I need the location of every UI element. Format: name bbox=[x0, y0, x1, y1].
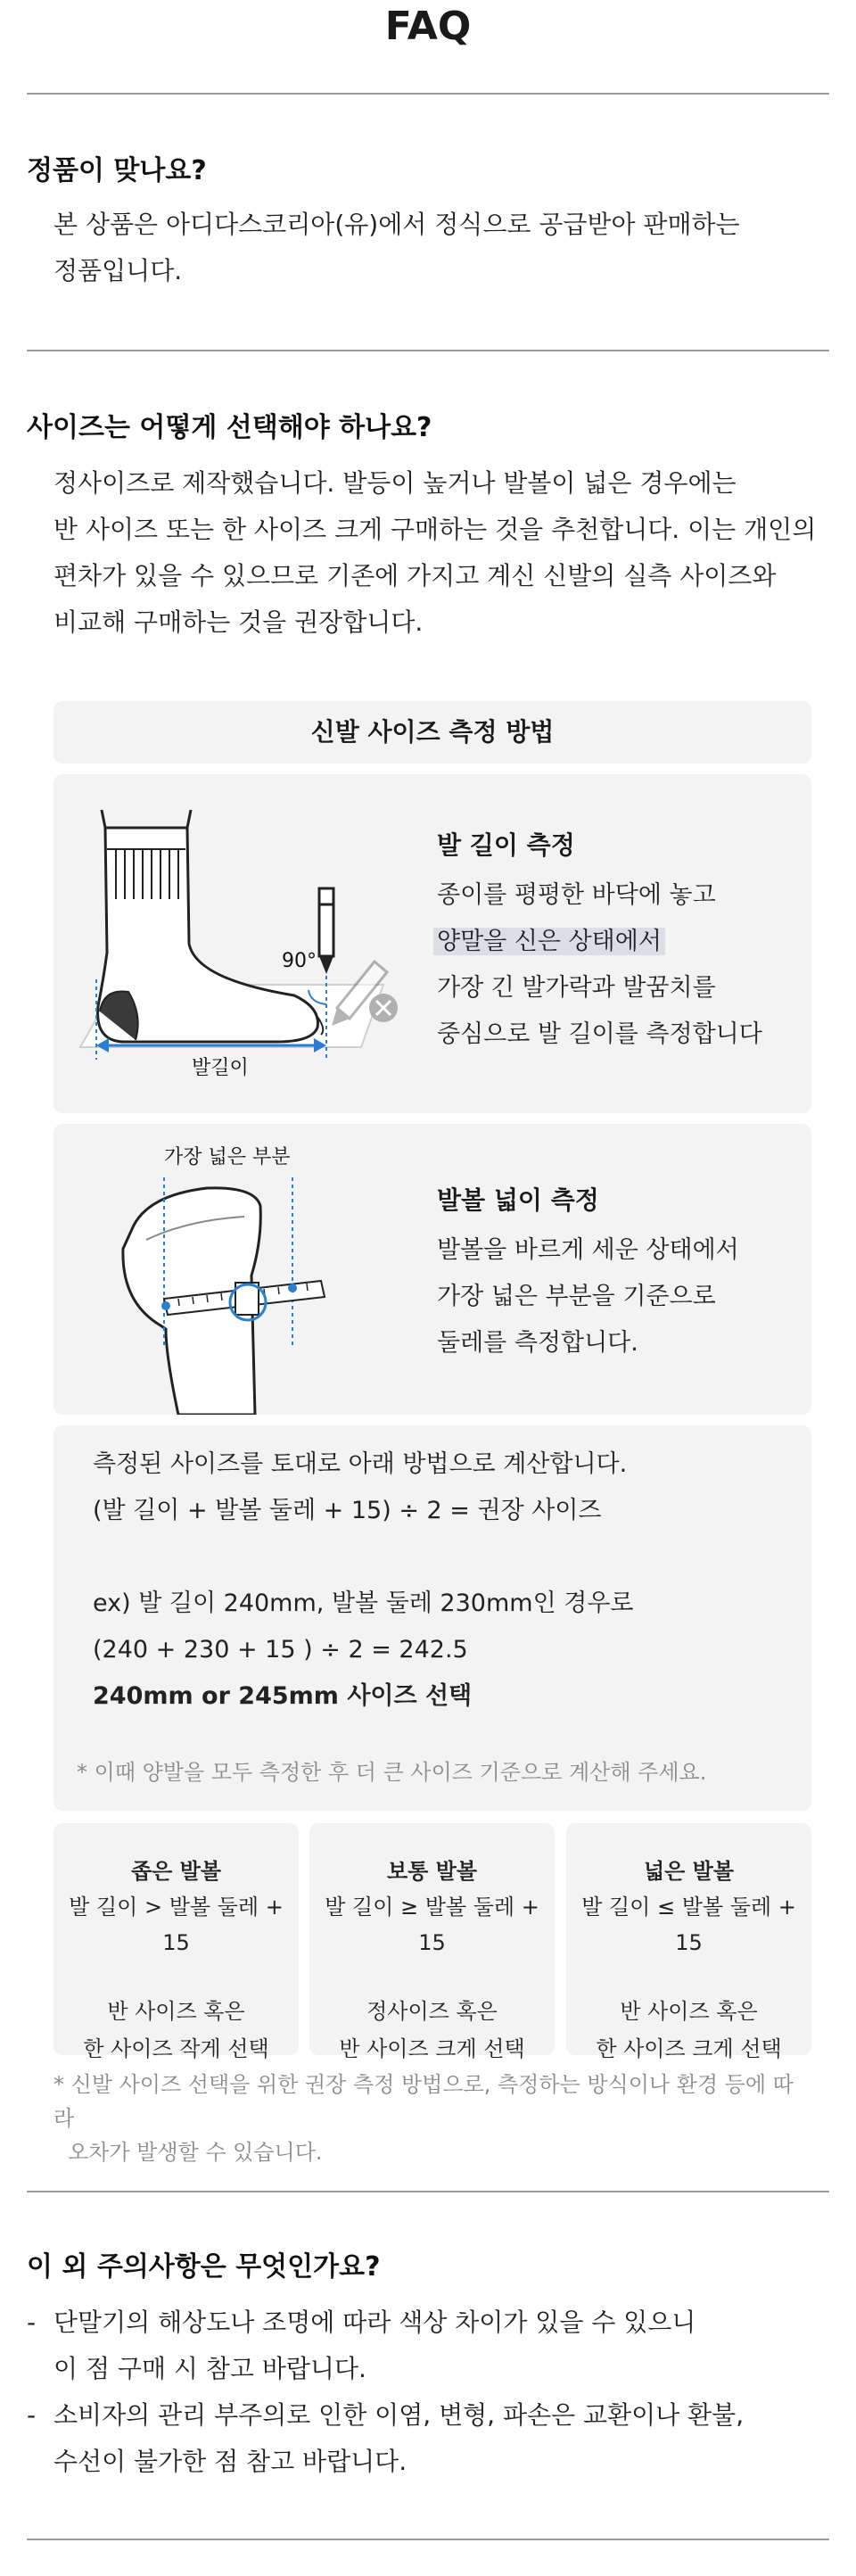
foot-type-normal bbox=[309, 1823, 555, 2061]
foot-type-advice bbox=[54, 1993, 299, 2068]
calc-note: * 이때 양발을 모두 측정한 후 더 큰 사이즈 기준으로 계산해 주세요. bbox=[77, 1760, 707, 1785]
length-measure-box bbox=[54, 774, 811, 1113]
foot-type-advice bbox=[309, 1993, 555, 2068]
notice-line: 수선이 불가한 점 참고 바랍니다. bbox=[54, 2447, 407, 2476]
foot-type-advice bbox=[566, 1993, 811, 2068]
bullet-dash: - bbox=[27, 2400, 37, 2430]
angle-label: 90° bbox=[282, 950, 317, 972]
length-measure-text bbox=[437, 872, 762, 1058]
notice-line: 이 점 구매 시 참고 바랍니다. bbox=[54, 2354, 366, 2383]
question-size: 사이즈는 어떻게 선택해야 하나요? bbox=[27, 412, 432, 443]
foot-length-illustration bbox=[54, 774, 410, 1113]
foot-type-formula: 발 길이 > 발볼 둘레 + 15 bbox=[69, 1895, 284, 1955]
measure-line: 둘레를 측정합니다. bbox=[437, 1329, 638, 1357]
divider bbox=[27, 350, 829, 351]
calc-line: (240 + 230 + 15 ) ÷ 2 = 242.5 bbox=[93, 1636, 468, 1664]
width-measure-box bbox=[54, 1124, 811, 1415]
divider bbox=[27, 2539, 829, 2540]
foot-type-name: 보통 발볼 bbox=[386, 1859, 478, 1884]
width-point-right bbox=[288, 1284, 297, 1292]
width-measure-title: 발볼 넓이 측정 bbox=[437, 1185, 599, 1215]
foot-type-cards bbox=[54, 1823, 811, 2061]
advice-line: 반 사이즈 혹은 bbox=[620, 1999, 758, 2024]
size-footnote bbox=[54, 2068, 811, 2169]
foot-type-narrow bbox=[54, 1823, 299, 2061]
divider bbox=[27, 93, 829, 95]
footnote-line: * 신발 사이즈 선택을 위한 권장 측정 방법으로, 측정하는 방식이나 환경 등에 따라 bbox=[54, 2072, 794, 2131]
measure-line: 종이를 평평한 바닥에 놓고 bbox=[437, 881, 716, 909]
measure-method-header bbox=[54, 701, 811, 764]
advice-line: 한 사이즈 크게 선택 bbox=[596, 2036, 782, 2061]
measure-line: 중심으로 발 길이를 측정합니다 bbox=[437, 1020, 762, 1048]
divider bbox=[27, 2191, 829, 2192]
calc-line: (발 길이 + 발볼 둘레 + 15) ÷ 2 = 권장 사이즈 bbox=[93, 1497, 602, 1524]
foot-type-formula: 발 길이 ≤ 발볼 둘레 + 15 bbox=[581, 1895, 796, 1955]
notice-item bbox=[27, 2299, 829, 2392]
answer-size bbox=[54, 460, 838, 646]
length-axis-label: 발길이 bbox=[192, 1057, 249, 1079]
pencil-tip bbox=[319, 956, 333, 974]
calc-line bbox=[93, 1534, 634, 1581]
notice-line: 단말기의 해상도나 조명에 따라 색상 차이가 있을 수 있으니 bbox=[54, 2308, 696, 2337]
answer-line: 편차가 있을 수 있으므로 기존에 가지고 계신 신발의 실측 사이즈와 bbox=[54, 561, 777, 590]
question-authentic: 정품이 맞나요? bbox=[27, 155, 207, 186]
notice-item bbox=[27, 2392, 829, 2485]
width-measure-text bbox=[437, 1227, 739, 1366]
bullet-dash: - bbox=[27, 2308, 37, 2337]
calc-result: 240mm or 245mm 사이즈 선택 bbox=[93, 1682, 473, 1710]
foot-width-illustration bbox=[54, 1124, 410, 1415]
notice-line: 소비자의 관리 부주의로 인한 이염, 변형, 파손은 교환이나 환불, bbox=[54, 2400, 745, 2430]
answer-line: 본 상품은 아디다스코리아(유)에서 정식으로 공급받아 판매하는 bbox=[54, 210, 740, 239]
measure-line: 발볼을 바르게 세운 상태에서 bbox=[437, 1236, 739, 1264]
width-point-left bbox=[161, 1301, 170, 1310]
length-measure-title: 발 길이 측정 bbox=[437, 830, 575, 860]
measure-line-highlight: 양말을 신은 상태에서 bbox=[433, 928, 665, 955]
measure-method-title: 신발 사이즈 측정 방법 bbox=[310, 717, 555, 747]
answer-authentic bbox=[54, 202, 838, 294]
foot-type-formula: 발 길이 ≥ 발볼 둘레 + 15 bbox=[325, 1895, 539, 1955]
question-notice: 이 외 주의사항은 무엇인가요? bbox=[27, 2251, 381, 2283]
foot-type-name: 좁은 발볼 bbox=[130, 1859, 222, 1884]
page-title: FAQ bbox=[384, 4, 472, 49]
calc-line: 측정된 사이즈를 토대로 아래 방법으로 계산합니다. bbox=[93, 1450, 628, 1478]
advice-line: 반 사이즈 크게 선택 bbox=[339, 2036, 525, 2061]
answer-line: 반 사이즈 또는 한 사이즈 크게 구매하는 것을 추천합니다. 이는 개인의 bbox=[54, 515, 817, 544]
foot-type-name: 넓은 발볼 bbox=[643, 1859, 735, 1884]
calculation-text bbox=[93, 1441, 634, 1720]
pencil-body bbox=[319, 888, 333, 956]
calc-line: ex) 발 길이 240mm, 발볼 둘레 230mm인 경우로 bbox=[93, 1589, 634, 1617]
measure-line: 가장 넓은 부분을 기준으로 bbox=[437, 1283, 716, 1310]
calculation-box bbox=[54, 1425, 811, 1811]
answer-line: 정품입니다. bbox=[54, 256, 183, 285]
footnote-line: 오차가 발생할 수 있습니다. bbox=[68, 2140, 323, 2165]
answer-line: 정사이즈로 제작했습니다. 발등이 높거나 발볼이 넓은 경우에는 bbox=[54, 468, 737, 498]
advice-line: 반 사이즈 혹은 bbox=[107, 1999, 245, 2024]
advice-line: 한 사이즈 작게 선택 bbox=[83, 2036, 269, 2061]
advice-line: 정사이즈 혹은 bbox=[366, 1999, 498, 2024]
answer-line: 비교해 구매하는 것을 권장합니다. bbox=[54, 607, 424, 637]
measure-line: 가장 긴 발가락과 발꿈치를 bbox=[437, 974, 716, 1002]
sock-cuff-shape bbox=[102, 810, 191, 828]
foot-type-wide bbox=[566, 1823, 811, 2061]
widest-label: 가장 넓은 부분 bbox=[164, 1146, 291, 1168]
